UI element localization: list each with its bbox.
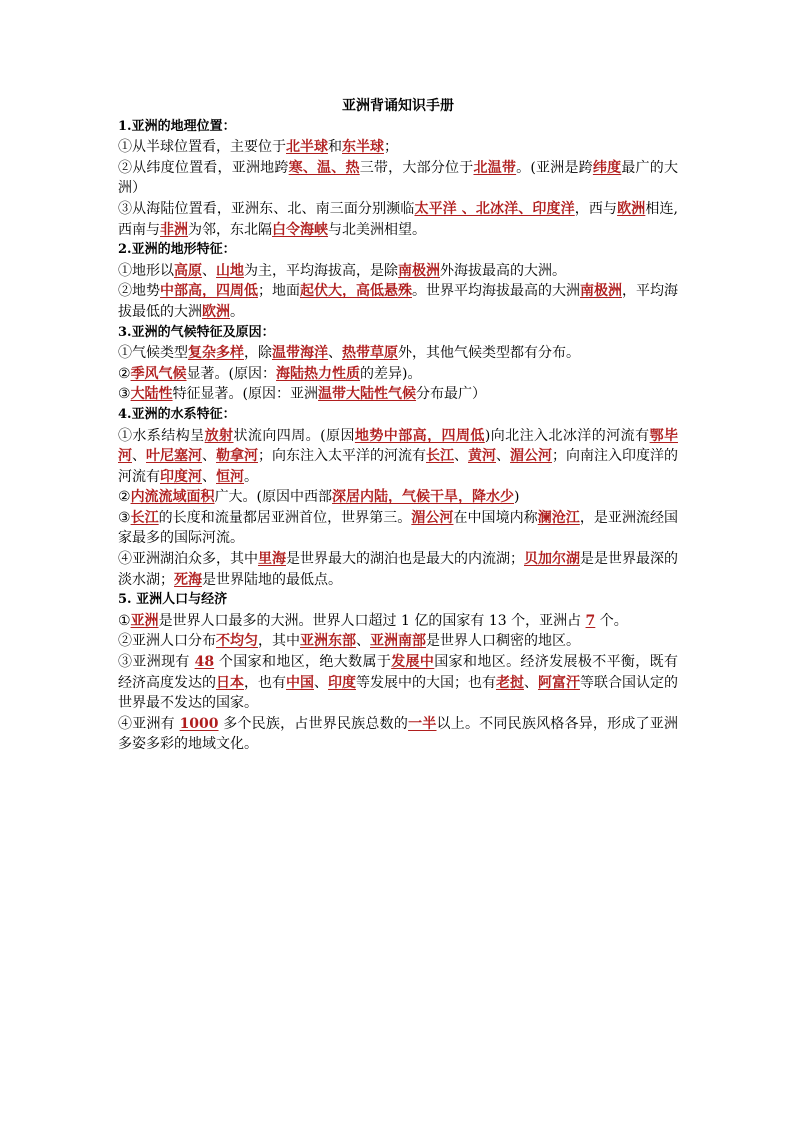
text-segment: ； [384,139,398,156]
text-segment: 等联合国认定的世界最不发达的国家。 [118,674,678,712]
text-segment: 在中国境内称 [453,509,538,526]
text-segment: ② [118,365,131,382]
key-term: 死海 [174,571,202,588]
text-segment: 国家和地区。经济发展极不平衡，既有经济高度发达的 [118,654,679,691]
section-paragraph [118,343,678,364]
text-segment: ；向东注入太平洋的河流有 [258,448,426,465]
key-term: 寒、温、热 [288,159,360,176]
key-term: 南极洲 [398,262,440,279]
key-term: 一半 [408,715,437,732]
section-paragraph [118,487,678,508]
key-term: 太平洋 、北冰洋、印度洋 [414,200,575,217]
key-term: 勒拿河 [216,448,258,465]
key-term: 北半球 [286,139,328,156]
text-segment: 是世界人口稠密的地区。 [426,633,580,650]
key-term: 发展中 [391,654,435,671]
key-term: 贝加尔湖 [524,551,580,568]
text-segment: 。世界平均海拔最高的大洲 [412,283,580,300]
text-segment: 相连,西南与 [118,200,679,238]
key-term: 内流流域面积 [130,489,215,506]
text-segment: 等发展中的大国；也有 [356,674,496,691]
text-segment: 个。 [595,612,628,629]
key-term: 地势中部高，四周低 [354,427,485,444]
section-2 [118,240,678,322]
section-paragraph [118,281,678,322]
text-segment: 的长度和流量都居亚洲首位，世界第三。 [158,509,412,526]
text-segment: 、 [314,674,328,691]
key-term: 欧洲 [617,200,646,217]
key-term: 起伏大，高低悬殊 [300,283,412,300]
text-segment: 、 [202,262,216,279]
text-segment: ①水系结构呈 [118,427,205,444]
text-segment: 、 [496,448,510,465]
section-paragraph [118,714,678,755]
key-term: 大陆性 [130,386,173,403]
section-paragraph [118,137,678,158]
text-segment: 是是世界最深的淡水湖； [118,551,678,588]
text-segment: ①气候类型 [118,345,188,362]
key-term: 不均匀 [216,633,258,650]
key-term: 长江 [426,448,454,465]
section-paragraph [118,549,678,590]
text-segment: 。(亚洲是跨 [516,159,593,176]
text-segment: 是世界陆地的最低点。 [202,571,342,588]
text-segment: 。 [244,468,258,485]
key-term: 澜沧江 [537,509,580,526]
section-paragraph [118,384,678,405]
key-term: 放射 [204,427,234,444]
text-segment: 个国家和地区，绝大数属于 [214,654,392,671]
key-term: 黄河 [468,448,496,465]
key-term: 东半球 [342,139,384,156]
text-segment: ④亚洲有 [118,715,180,732]
key-term: 温带海洋 [272,345,328,362]
key-term: 中国 [286,674,314,691]
key-term: 7 [585,612,596,629]
key-term: 48 [194,654,215,671]
text-segment: ；向南注入印度洋的河流有 [118,448,678,485]
section-paragraph [118,652,678,714]
text-segment: 与北美洲相望。 [328,221,426,238]
key-term: 印度 [328,674,356,691]
text-segment: 特征显著。(原因：亚洲 [172,386,319,403]
text-segment: 为邻，东北隔 [188,221,272,238]
key-term: 亚洲 [130,612,159,629]
key-term: 季风气候 [130,365,187,382]
text-segment: 显著。(原因： [186,365,277,382]
text-segment: ④亚洲湖泊众多，其中 [118,551,258,568]
text-segment: ③亚洲现有 [118,654,195,671]
text-segment: 分布最广） [416,386,487,403]
text-segment: ) [514,489,520,506]
text-segment: 、 [356,633,370,650]
section-5 [118,590,678,755]
text-segment: 的差异)。 [360,365,422,382]
text-segment: 、 [454,448,468,465]
section-1 [118,117,678,241]
key-term: 海陆热力性质 [276,365,361,382]
text-segment: ，平均海拔最低的大洲 [118,283,678,320]
key-term: 纬度 [592,159,622,176]
text-segment: 状流向四周。(原因 [233,427,355,444]
key-term: 非洲 [160,221,188,238]
text-segment: 、 [524,674,538,691]
section-paragraph [118,508,678,549]
text-segment: ③ [118,509,131,526]
text-segment: ，西与 [574,200,618,217]
key-term: 叶尼塞河 [146,448,202,465]
section-4 [118,405,678,590]
text-segment: ①从半球位置看，主要位于 [118,139,286,156]
sections-container [118,117,678,755]
key-term: 印度河 [160,468,202,485]
key-term: 北温带 [473,159,517,176]
text-segment: ，是亚洲流经国家最多的国际河流。 [118,509,679,547]
text-segment: ；地面 [258,283,300,300]
key-term: 热带草原 [342,345,398,362]
key-term: 南极洲 [580,283,622,300]
key-term: 白令海峡 [272,221,328,238]
text-segment: ，除 [244,345,272,362]
section-paragraph [118,631,678,652]
text-segment: ② [118,489,131,506]
text-segment: 以上。不同民族风格各异，形成了亚洲多姿多彩的地域文化。 [118,715,679,753]
text-segment: 。 [230,303,244,320]
key-term: 阿富汗 [538,674,580,691]
key-term: 恒河 [216,468,244,485]
key-term: 深居内陆，气候干旱，降水少 [332,489,515,506]
key-term: 山地 [216,262,244,279]
section-heading: 5. 亚洲人口与经济 [118,592,228,608]
text-segment: ，也有 [244,674,286,691]
key-term: 欧洲 [202,303,230,320]
text-segment: 、 [202,468,216,485]
key-term: 中部高，四周低 [160,283,258,300]
section-3 [118,323,678,405]
text-segment: ②亚洲人口分布 [118,633,216,650]
document-content [118,96,678,755]
text-segment: 、 [132,448,146,465]
key-term: 长江 [130,509,159,526]
text-segment: ②地势 [118,283,160,300]
text-segment: 三带，大部分位于 [359,159,474,176]
section-heading: 1.亚洲的地理位置： [118,118,236,134]
section-paragraph [118,426,678,488]
text-segment: 是世界最大的湖泊也是最大的内流湖； [286,551,524,568]
text-segment: 广大。(原因中西部 [214,489,333,506]
key-term: 亚洲南部 [370,633,426,650]
text-segment: ①地形以 [118,262,174,279]
key-term: 温带大陆性气候 [318,386,417,403]
text-segment: 多个民族，占世界民族总数的 [218,715,409,732]
section-paragraph [118,199,678,240]
document-title: 亚洲背诵知识手册 [342,98,454,114]
key-term: 亚洲东部 [300,633,356,650]
text-segment: 和 [328,139,342,156]
key-term: 日本 [216,674,244,691]
key-term: 高原 [174,262,202,279]
text-segment: ③ [118,386,131,403]
text-segment: ① [118,612,131,629]
section-paragraph [118,261,678,282]
text-segment: 、 [202,448,216,465]
text-segment: 外海拔最高的大洲。 [440,262,566,279]
section-paragraph [118,611,678,632]
text-segment: 为主，平均海拔高，是除 [244,262,398,279]
text-segment: ②从纬度位置看，亚洲地跨 [118,159,289,176]
key-term: 1000 [179,715,219,732]
text-segment: ，其中 [258,633,300,650]
text-segment: 、 [328,345,342,362]
section-heading: 4.亚洲的水系特征： [118,406,236,422]
section-heading: 2.亚洲的地形特征： [118,242,236,258]
section-paragraph [118,364,678,385]
text-segment: 最广的大洲） [118,159,678,197]
key-term: 湄公河 [510,448,552,465]
section-heading: 3.亚洲的气候特征及原因： [118,324,275,340]
key-term: 复杂多样 [188,345,244,362]
text-segment: 是世界人口最多的大洲。世界人口超过 1 亿的国家有 13 个，亚洲占 [158,612,586,629]
key-term: 鄂毕河 [118,427,678,465]
section-paragraph [118,158,678,199]
key-term: 里海 [258,551,286,568]
key-term: 湄公河 [411,509,454,526]
text-segment: )向北注入北冰洋的河流有 [484,427,650,444]
key-term: 老挝 [496,674,524,691]
text-segment: 外，其他气候类型都有分布。 [398,345,580,362]
text-segment: ③从海陆位置看，亚洲东、北、南三面分别濒临 [118,200,415,217]
